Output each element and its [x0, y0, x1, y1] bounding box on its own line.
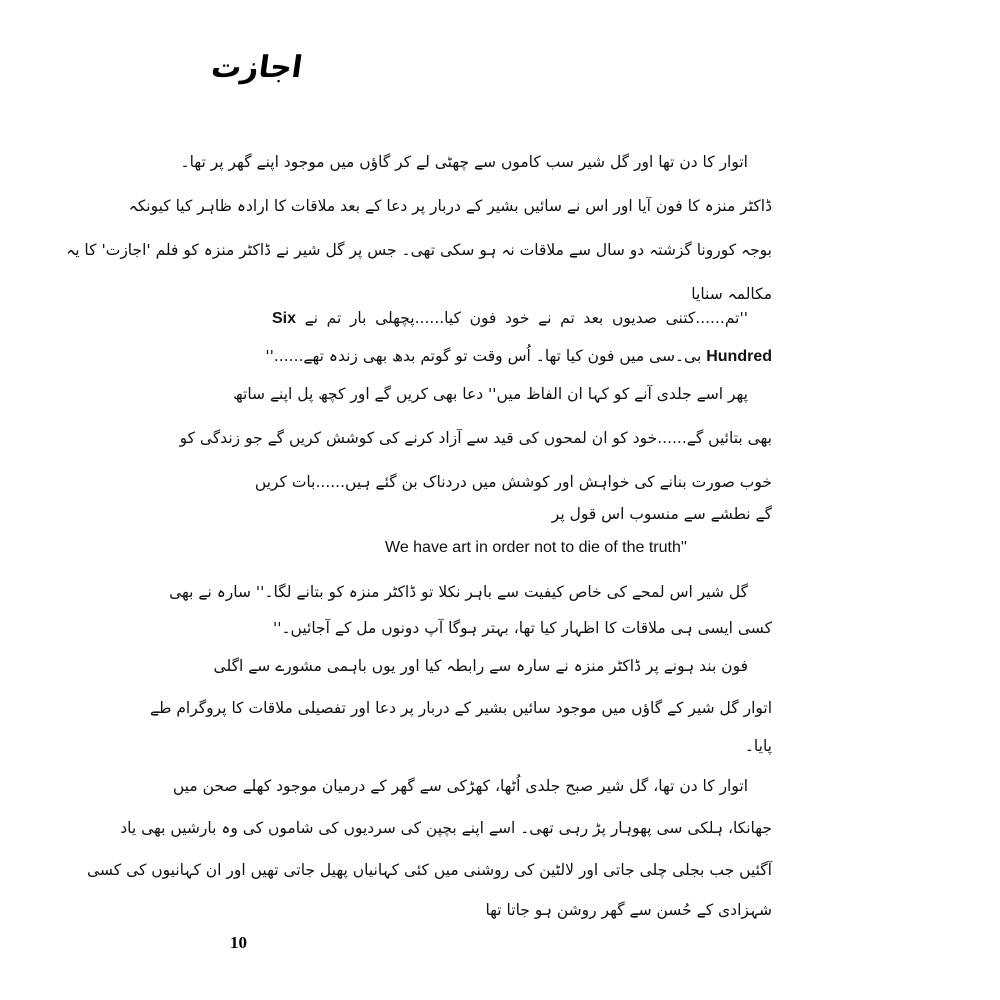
- text-line: آگئیں جب بجلی چلی جاتی اور لالٹین کی روشنی میں کئی کہانیاں پھیل جاتی تھیں اور ان کہانیوں کی کسی: [87, 861, 772, 879]
- text-line: خوب صورت بنانے کی خواہش اور کوشش میں دردناک بن گئے ہیں......بات کریں: [254, 473, 772, 491]
- text-line: پھر اسے جلدی آنے کو کہا ان الفاظ میں'' دعا بھی کریں گے اور کچھ پل اپنے ساتھ: [233, 385, 748, 403]
- quote-english-word: Six: [272, 310, 297, 327]
- running-header-title: اجازت: [209, 50, 305, 85]
- text-line: اتوار گل شیر کے گاؤں میں موجود سائیں بشیر کے دربار پر دعا اور تفصیلی ملاقات کا پروگرام طے: [149, 699, 772, 717]
- quote-text: بی۔سی میں فون کیا تھا۔ اُس وقت تو گوتم بدھ بھی زندہ تھے......'': [265, 347, 702, 365]
- text-line: ڈاکٹر منزہ کا فون آیا اور اس نے سائیں بشیر کے دربار پر دعا کے بعد ملاقات کا ارادہ ظاہر کیا کیونکہ: [128, 197, 772, 215]
- text-line: اتوار کا دن تھا، گل شیر صبح جلدی اُٹھا، کھڑکی سے گھر کے درمیان موجود کھلے صحن میں: [172, 777, 748, 795]
- page-number: 10: [230, 933, 247, 952]
- text-line: بھی بتائیں گے......خود کو ان لمحوں کی قید سے آزاد کرنے کی کوشش کریں گے جو زندگی کو: [179, 429, 772, 447]
- english-quote: We have art in order not to die of the truth'': [385, 539, 687, 556]
- text-line: فون بند ہونے پر ڈاکٹر منزہ نے سارہ سے رابطہ کیا اور یوں باہمی مشورے سے اگلی: [213, 657, 748, 675]
- quote-english-word: Hundred: [706, 348, 772, 365]
- text-line: پایا۔: [744, 737, 772, 755]
- text-line: کسی ایسی ہی ملاقات کا اظہار کیا تھا، بہتر ہوگا آپ دونوں مل کے آجائیں۔'': [272, 619, 772, 637]
- text-line: مکالمہ سنایا: [691, 285, 772, 303]
- quote-text: ''تم......کتنی صدیوں بعد تم نے خود فون کیا......پچھلی بار تم نے: [304, 309, 748, 327]
- text-line: بوجہ کورونا گزشتہ دو سال سے ملاقات نہ ہو سکی تھی۔ جس پر گل شیر نے ڈاکٹر منزہ کو فلم 'اجازت' کا یہ: [66, 241, 772, 259]
- text-line: گل شیر اس لمحے کی خاص کیفیت سے باہر نکلا تو ڈاکٹر منزہ کو بتانے لگا۔'' سارہ نے بھی: [169, 583, 748, 601]
- text-line: اتوار کا دن تھا اور گل شیر سب کاموں سے چھٹی لے کر گاؤں میں موجود اپنے گھر پر تھا۔: [180, 153, 748, 171]
- text-line: گے نطشے سے منسوب اس قول پر: [551, 505, 772, 523]
- text-line: شہزادی کے حُسن سے گھر روشن ہو جاتا تھا: [485, 901, 772, 919]
- text-line: جھانکا، ہلکی سی پھوہار پڑ رہی تھی۔ اسے اپنے بچپن کی سردیوں کی شاموں کی وہ بارشیں بھی یاد: [120, 819, 772, 837]
